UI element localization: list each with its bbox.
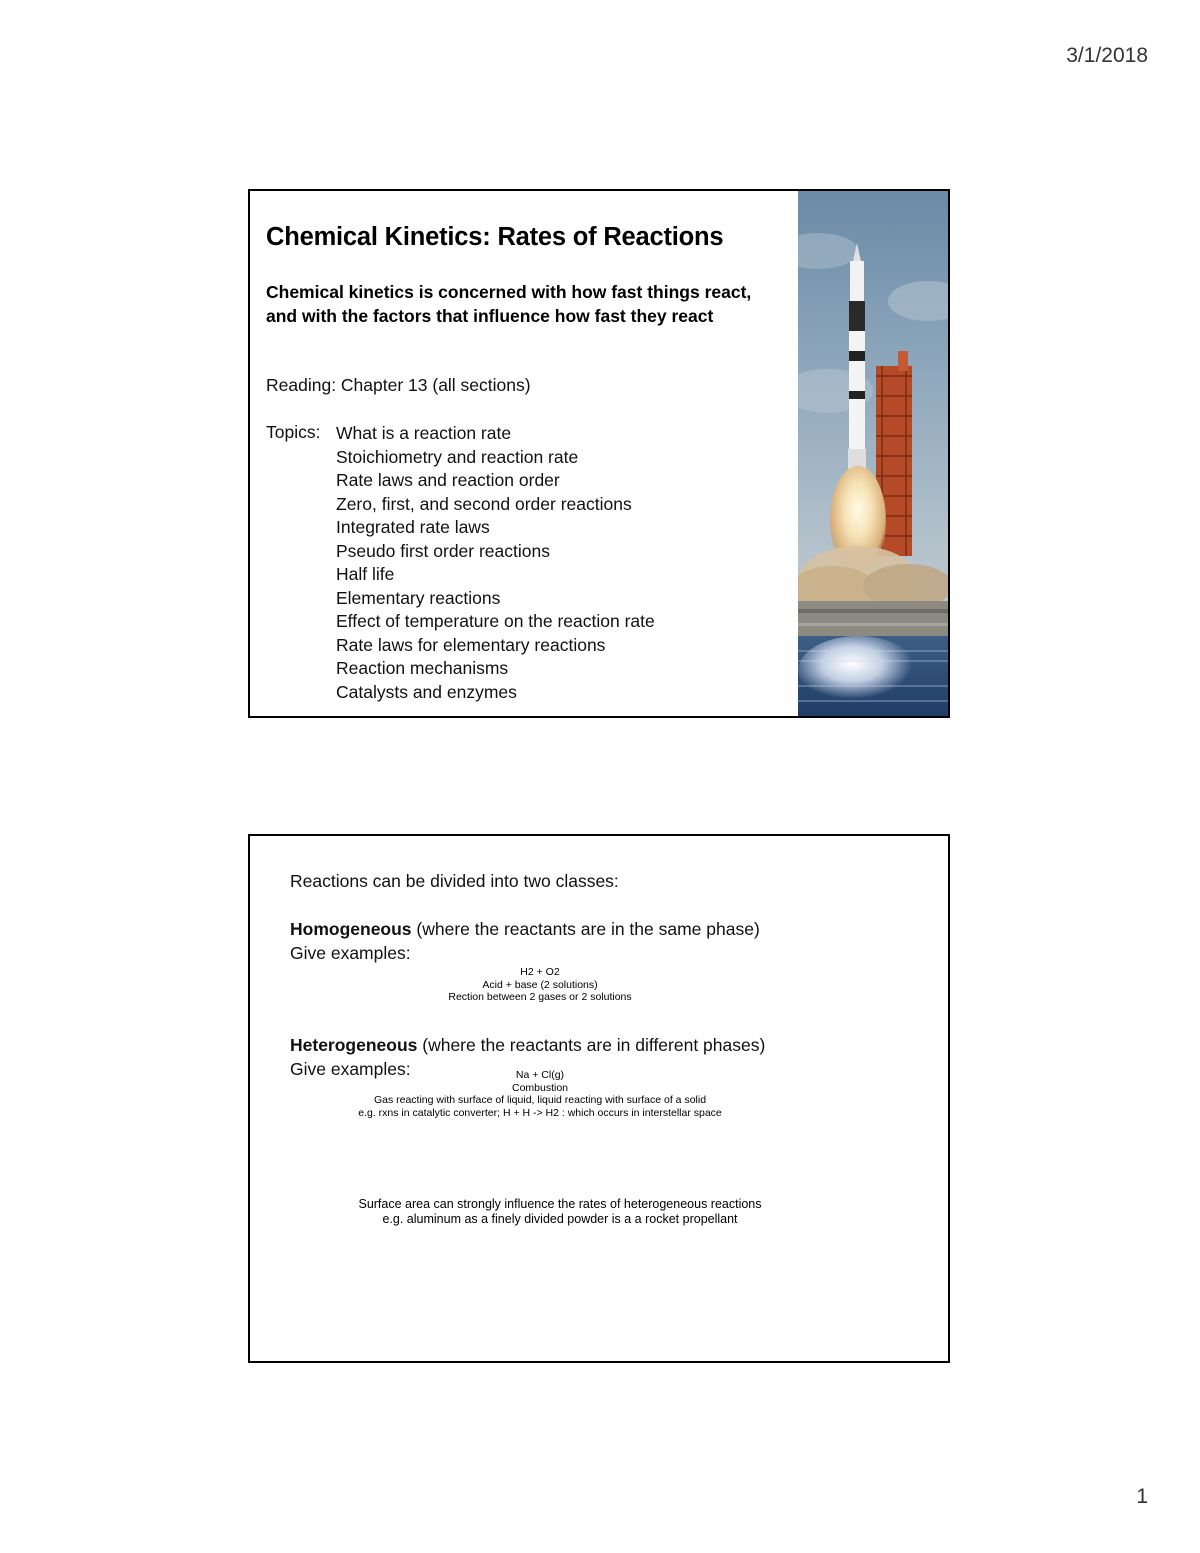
topic-item: Half life xyxy=(336,564,395,584)
homogeneous-description: (where the reactants are in the same phase) xyxy=(411,919,760,939)
rocket-launch-illustration xyxy=(798,191,948,716)
reaction-classes-intro: Reactions can be divided into two classes: xyxy=(290,871,619,891)
heterogeneous-term: Heterogeneous xyxy=(290,1035,418,1055)
reading-assignment: Reading: Chapter 13 (all sections) xyxy=(266,375,531,395)
page-number: 1 xyxy=(1136,1485,1148,1508)
topic-item: What is a reaction rate xyxy=(336,423,512,443)
example-line: e.g. rxns in catalytic converter; H + H -> H2 : which occurs in interstellar space xyxy=(358,1106,722,1119)
topic-item: Integrated rate laws xyxy=(336,517,490,537)
example-line: H2 + O2 xyxy=(520,966,560,978)
homogeneous-term: Homogeneous xyxy=(290,919,412,939)
rocket-launch-image xyxy=(798,191,948,716)
topic-item: Elementary reactions xyxy=(336,587,501,608)
topic-item: Zero, first, and second order reactions xyxy=(336,493,632,514)
surface-area-note xyxy=(290,1197,830,1227)
homogeneous-section xyxy=(290,918,760,965)
slide-2 xyxy=(248,834,950,1363)
note-line: Surface area can strongly influence the rates of heterogeneous reactions xyxy=(358,1197,762,1211)
page-date: 3/1/2018 xyxy=(1066,44,1148,67)
note-line: e.g. aluminum as a finely divided powder is a a rocket propellant xyxy=(382,1212,738,1226)
topic-item: Rate laws for elementary reactions xyxy=(336,634,606,655)
topic-item: Reaction mechanisms xyxy=(336,658,509,678)
slide-subtitle: Chemical kinetics is concerned with how fast things react, and with the factors that influence how fast they react xyxy=(266,282,752,326)
heterogeneous-examples xyxy=(290,1069,790,1119)
heterogeneous-prompt: Give examples: xyxy=(290,1058,411,1079)
topics-label: Topics: xyxy=(266,422,321,442)
topic-item: Stoichiometry and reaction rate xyxy=(336,446,579,467)
topic-item: Effect of temperature on the reaction rate xyxy=(336,611,655,631)
homogeneous-prompt: Give examples: xyxy=(290,942,411,963)
slide-title: Chemical Kinetics: Rates of Reactions xyxy=(266,223,724,251)
topic-item: Pseudo first order reactions xyxy=(336,540,550,561)
topic-item: Catalysts and enzymes xyxy=(336,681,517,702)
topics-list xyxy=(336,422,655,704)
topic-item: Rate laws and reaction order xyxy=(336,470,560,490)
heterogeneous-heading xyxy=(290,1034,765,1058)
example-line: Na + Cl(g) xyxy=(515,1069,565,1081)
heterogeneous-description: (where the reactants are in different phases) xyxy=(417,1035,766,1055)
example-line: Rection between 2 gases or 2 solutions xyxy=(448,991,632,1003)
example-line: Gas reacting with surface of liquid, liquid reacting with surface of a solid xyxy=(373,1094,707,1106)
homogeneous-examples xyxy=(350,966,730,1004)
slide-1 xyxy=(248,189,950,718)
homogeneous-heading xyxy=(290,918,760,942)
example-line: Combustion xyxy=(511,1081,569,1094)
example-line: Acid + base (2 solutions) xyxy=(482,978,598,991)
